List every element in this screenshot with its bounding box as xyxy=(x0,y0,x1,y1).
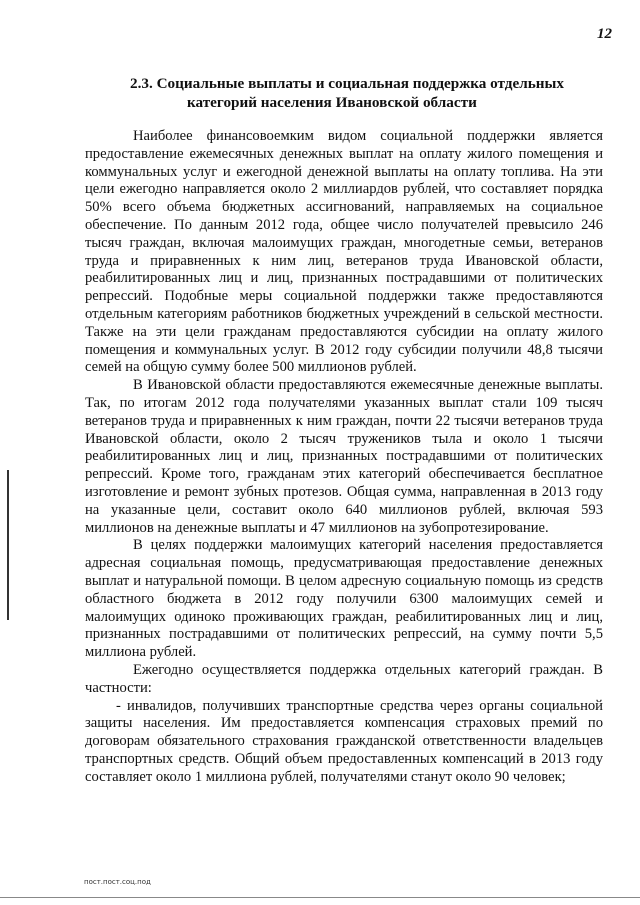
page-number: 12 xyxy=(597,26,612,42)
page-bottom-divider xyxy=(0,897,640,898)
paragraph-targeted-assistance: В целях поддержки малоимущих категорий населения предоставляется адресная социальная помощь, предусматривающая предоставление денежных выплат и натуральной помощи. В целом адресную социальную помощь из средств областного бюджета в 2012 году получили 6300 малоимущих семей и малоимущих одиноко проживающих граждан, реабилитированных лиц и лиц, признанных пострадавшими от политических репрессий, на сумму почти 5,5 миллиона рублей. xyxy=(85,537,603,661)
paragraph-annual-support: Ежегодно осуществляется поддержка отдельных категорий граждан. В частности: xyxy=(85,661,603,696)
margin-scan-mark xyxy=(7,470,9,620)
list-item-disabled-transport: - инвалидов, получивших транспортные средства через органы социальной защиты населения. Им предоставляется компенсация страховых премий по договорам обязательного страхования гражданской ответственности владельцев транспортных средств. Общий объем предоставленных компенсаций в 2013 году составляет около 1 миллиона рублей, получателями станут около 90 человек; xyxy=(85,697,603,785)
document-body xyxy=(85,128,603,786)
section-heading-line1: 2.3. Социальные выплаты и социальная поддержка отдельных xyxy=(130,75,564,92)
paragraph-monthly-payments: В Ивановской области предоставляются ежемесячные денежные выплаты. Так, по итогам 2012 года получателями указанных выплат стали 109 тысяч ветеранов труда и приравненных к ним граждан, почти 22 тысячи ветеранов труда Ивановской области, около 2 тысяч тружеников тыла и около 1 тысячи реабилитированных лиц и лиц, признанных пострадавшими от политических репрессий. Кроме того, гражданам этих категорий обеспечивается бесплатное изготовление и ремонт зубных протезов. Общая сумма, направленная в 2013 году на указанные цели, составит около 640 миллионов рублей, включая 593 миллионов на денежные выплаты и 47 миллионов на зубопротезирование. xyxy=(85,377,603,536)
footer-doc-code: пост.пост.соц.под xyxy=(84,878,151,886)
section-heading xyxy=(130,74,590,112)
section-heading-line2: категорий населения Ивановской области xyxy=(187,94,477,111)
paragraph-housing-payments: Наиболее финансовоемким видом социальной поддержки является предоставление ежемесячных денежных выплат на оплату жилого помещения и коммунальных услуг и ежегодной денежной выплаты на оплату топлива. На эти цели ежегодно направляется около 2 миллиардов рублей, что составляет порядка 50% всего объема бюджетных ассигнований, направляемых на социальное обеспечение. По данным 2012 года, общее число получателей превысило 246 тысяч граждан, включая малоимущих граждан, многодетные семьи, ветеранов труда и приравненных к ним лиц, ветеранов труда Ивановской области, реабилитированных лиц и лиц, признанных пострадавшими от политических репрессий. Подобные меры социальной поддержки также предоставляются отдельным категориям работников бюджетных учреждений в сельской местности. Также на эти цели гражданам предоставляются субсидии на оплату жилого помещения и коммунальных услуг. В 2012 году субсидии получили 48,8 тысячи семей на общую сумму более 500 миллионов рублей. xyxy=(85,128,603,376)
